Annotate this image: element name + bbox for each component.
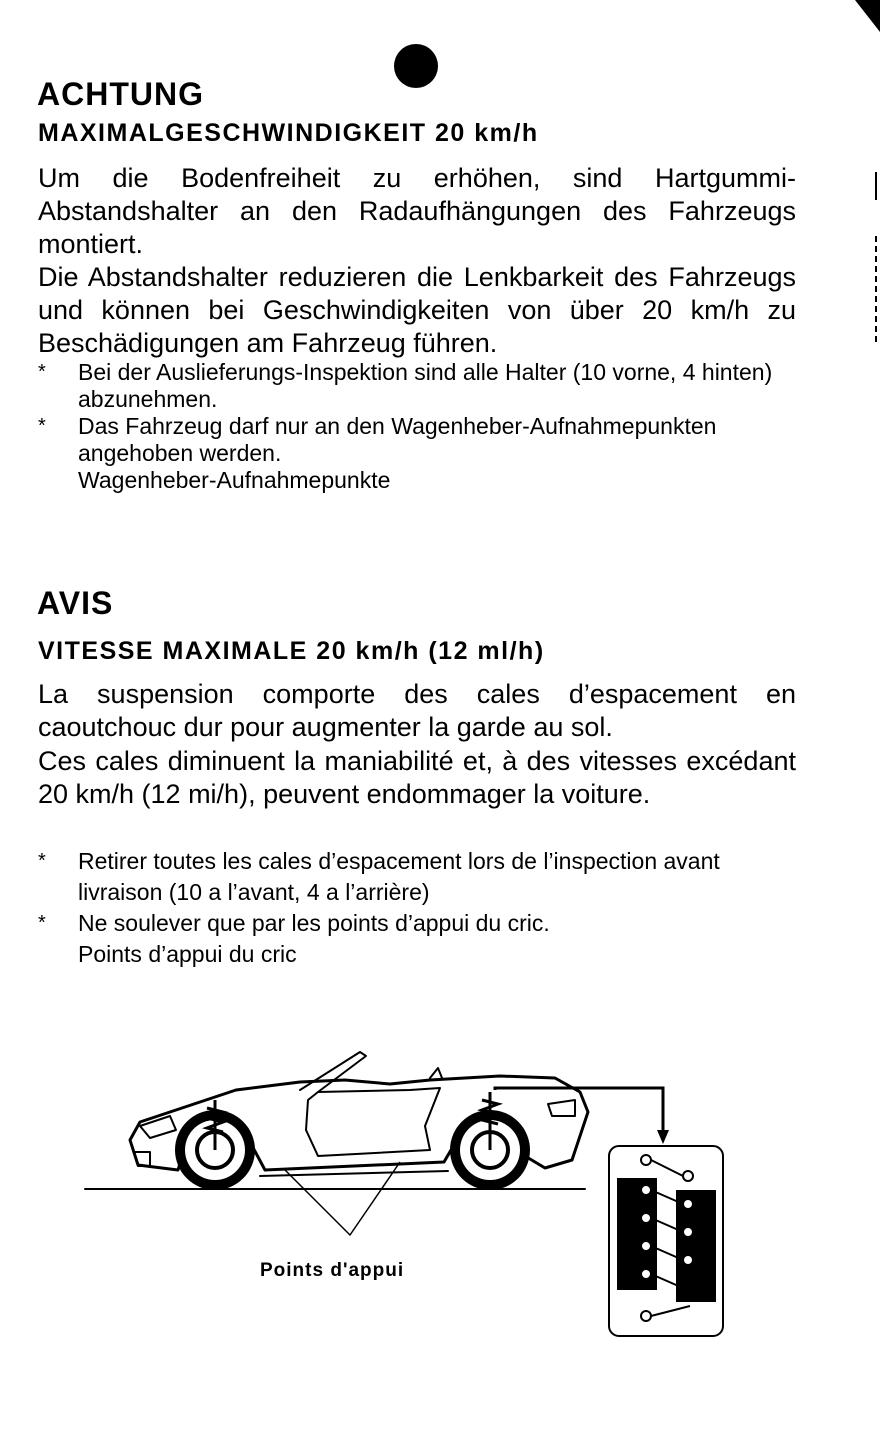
car-door [306,1088,440,1156]
bullet-text: Ne soulever que par les points d’appui du cric. [78,910,550,936]
bullet-marker: * [38,361,46,383]
list-item [38,359,798,413]
bullet-marker: * [38,415,46,437]
mirror [430,1068,442,1078]
german-subheading: MAXIMALGESCHWINDIGKEIT 20 km/h [38,119,539,147]
french-subheading: VITESSE MAXIMALE 20 km/h (12 ml/h) [38,637,545,665]
list-item [38,908,798,939]
german-paragraph-1: Um die Bodenfreiheit zu erhöhen, sind Hartgummi-Abstandshalter an den Radaufhängungen des Fahrzeugs montiert. [38,163,796,259]
french-bullet-list [38,846,798,970]
corner-mark [855,0,880,32]
german-bullet-list [38,359,798,494]
french-paragraph-2: Ces cales diminuent la maniabilité et, à des vitesses excédant 20 km/h (12 mi/h), peuvent endommager la voiture. [38,746,796,809]
figure-label: Points d'appui [260,1260,405,1281]
registration-dot [394,44,438,88]
french-heading: AVIS [37,585,114,621]
spacer-block-right [676,1190,716,1302]
list-item [38,846,798,908]
taillight [548,1100,575,1116]
bullet-marker: * [38,850,46,872]
bullet-text: Retirer toutes les cales d’espacement lors de l’inspection avant livraison (10 a l’avant, 4 a l’arrière) [78,848,720,905]
french-note: Points d’appui du cric [78,941,297,967]
bullet-text: Bei der Auslieferungs-Inspektion sind alle Halter (10 vorne, 4 hinten) abzunehmen. [78,359,773,412]
german-note: Wagenheber-Aufnahmepunkte [78,467,391,493]
bullet-marker: * [38,912,46,934]
list-item [38,413,798,467]
bullet-text: Das Fahrzeug darf nur an den Wagenheber-Aufnahmepunkten angehoben werden. [78,413,717,466]
german-paragraph-2: Die Abstandshalter reduzieren die Lenkbarkeit des Fahrzeugs und können bei Geschwindigkeiten von über 20 km/h zu Beschädigungen am Fahrzeug führen. [38,262,796,358]
french-paragraph-1: La suspension comporte des cales d’espacement en caoutchouc dur pour augmenter la garde au sol. [38,679,796,742]
car-jack-points-figure [0,1030,880,1360]
arrow-head [657,1130,669,1144]
windshield [300,1052,366,1092]
german-heading: ACHTUNG [37,76,204,112]
